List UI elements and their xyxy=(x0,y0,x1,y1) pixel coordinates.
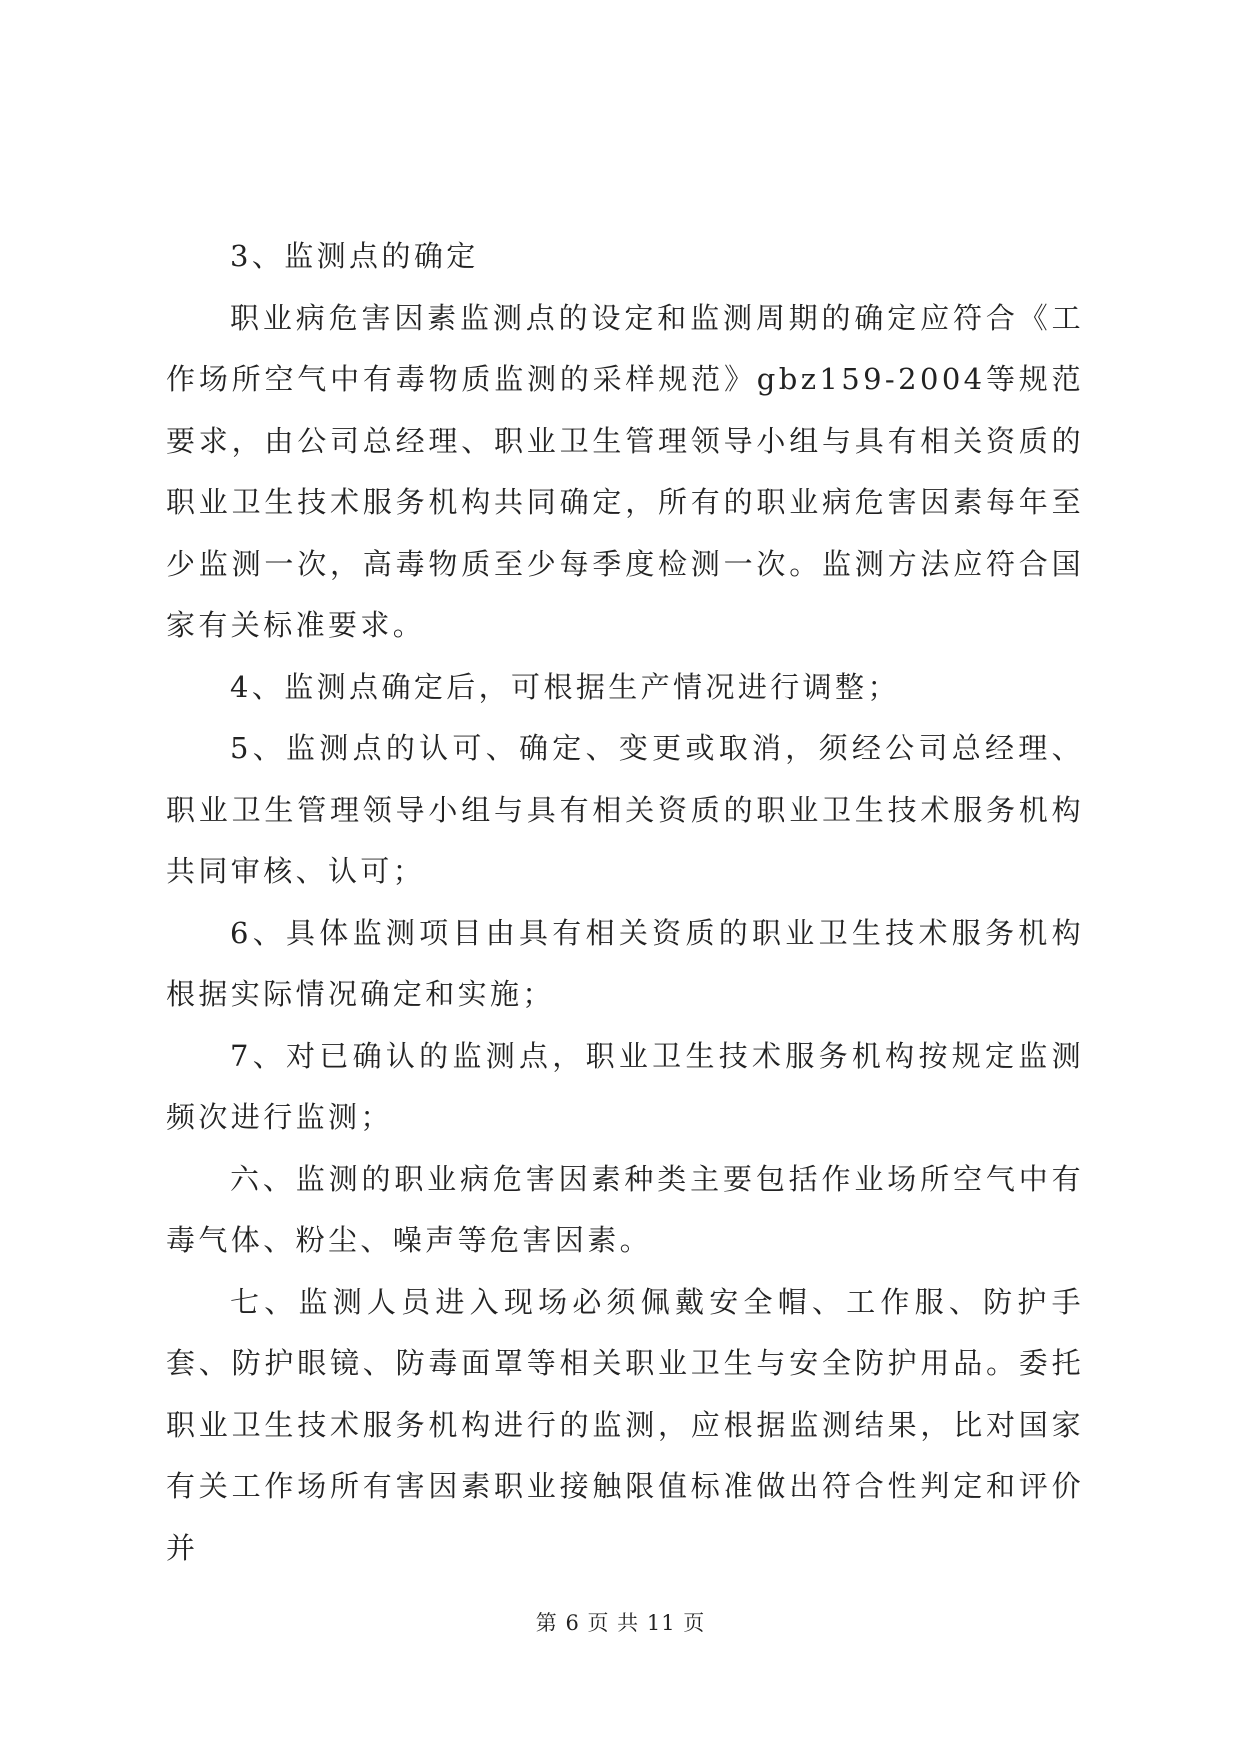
paragraph-section-seven: 七、监测人员进入现场必须佩戴安全帽、工作服、防护手套、防护眼镜、防毒面罩等相关职业卫生与安全防护用品。委托职业卫生技术服务机构进行的监测，应根据监测结果，比对国家有关工作场所有害因素职业接触限值标准做出符合性判定和评价并 xyxy=(166,1284,1084,1565)
paragraph-item-7: 7、对已确认的监测点，职业卫生技术服务机构按规定监测频次进行监测； xyxy=(166,1038,1084,1134)
paragraph-item-5: 5、监测点的认可、确定、变更或取消，须经公司总经理、职业卫生管理领导小组与具有相关资质的职业卫生技术服务机构共同审核、认可； xyxy=(166,731,1084,888)
paragraph-item-6: 6、具体监测项目由具有相关资质的职业卫生技术服务机构根据实际情况确定和实施； xyxy=(166,915,1084,1011)
document-body xyxy=(166,226,1084,1579)
paragraph-item-4: 4、监测点确定后，可根据生产情况进行调整； xyxy=(230,669,900,704)
paragraph-section-six: 六、监测的职业病危害因素种类主要包括作业场所空气中有毒气体、粉尘、噪声等危害因素。 xyxy=(166,1161,1084,1257)
page-number-footer: 第 6 页 共 11 页 xyxy=(535,1611,706,1635)
paragraph-section-3-heading: 3、监测点的确定 xyxy=(230,239,479,273)
paragraph-monitoring-point-setup: 职业病危害因素监测点的设定和监测周期的确定应符合《工作场所空气中有毒物质监测的采样规范》gbz159-2004等规范要求，由公司总经理、职业卫生管理领导小组与具有相关资质的职业卫生技术服务机构共同确定，所有的职业病危害因素每年至少监测一次，高毒物质至少每季度检测一次。监测方法应符合国家有关标准要求。 xyxy=(166,300,1084,642)
